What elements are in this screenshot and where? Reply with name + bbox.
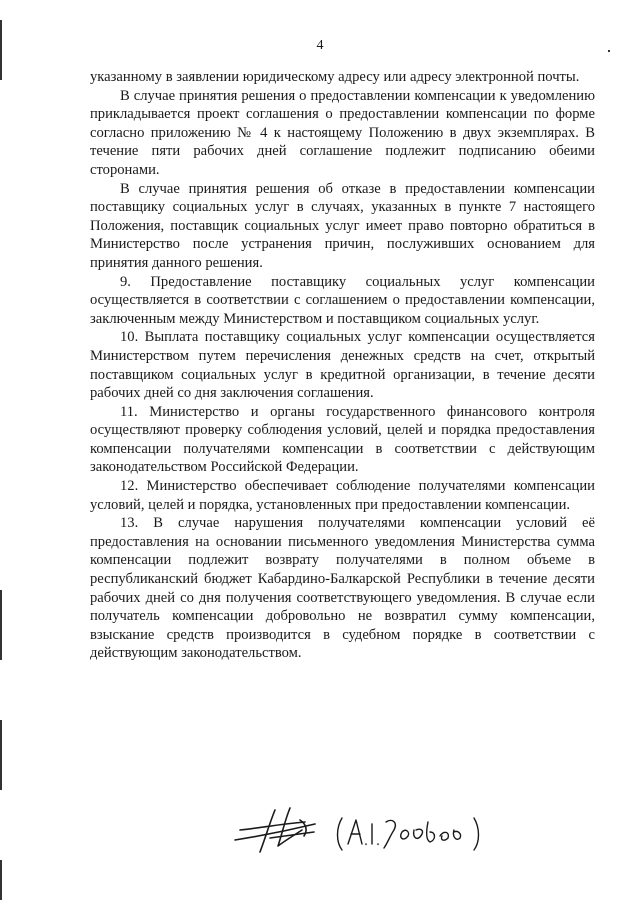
document-body (90, 68, 595, 663)
page-number: 4 (316, 38, 324, 53)
paragraph-10: 10. Выплата поставщику социальных услуг компенсации осуществляется Министерством путем перечисления денежных средств на счет, открытый поставщиком социальных услуг в кредитной организации, в течение десяти рабочих дней со дня заключения соглашения. (90, 329, 595, 402)
handwritten-signature (230, 800, 490, 860)
paragraph-11: 11. Министерство и органы государственного финансового контроля осуществляют проверку соблюдения условий, целей и порядка предоставления компенсации получателями компенсации в соответствии с действующим законодательством Российской Федерации. (90, 403, 595, 476)
paragraph-refusal: В случае принятия решения об отказе в предоставлении компенсации поставщику социальных услуг в случаях, указанных в пункте 7 настоящего Положения, поставщик социальных услуг имеет право повторно обратиться в Министерство после устранения причин, послуживших основанием для принятия данного решения. (90, 180, 595, 271)
paragraph-agreement: В случае принятия решения о предоставлении компенсации к уведомлению прикладывается проект соглашения о предоставлении компенсации по форме согласно приложению № 4 к настоящему Положению в двух экземплярах. В течение пяти рабочих дней соглашение подлежит подписанию обеими сторонами. (90, 87, 595, 178)
paragraph-9: 9. Предоставление поставщику социальных услуг компенсации осуществляется в соответствии с соглашением о предоставлении компенсации, заключенным между Министерством и поставщиком социальных услуг. (90, 273, 595, 327)
scan-edge-mark (0, 860, 2, 900)
scan-edge-mark (0, 590, 2, 660)
signature-block (230, 800, 490, 860)
paragraph-13: 13. В случае нарушения получателями компенсации условий её предоставления на основании письменного уведомления Министерства сумма компенсации подлежит возврату получателями в полном объеме в республиканский бюджет Кабардино-Балкарской Республики в течение десяти рабочих дней со дня получения соответствующего уведомления. В случае если получатель компенсации добровольно не возвратил сумму компенсации, взыскание средств производится в судебном порядке в соответствии с действующим законодательством. (90, 515, 595, 662)
paragraph-12: 12. Министерство обеспечивает соблюдение получателями компенсации условий, целей и порядка, установленных при предоставлении компенсации. (90, 478, 595, 513)
scan-edge-mark (0, 720, 2, 790)
paragraph-continuation: указанному в заявлении юридическому адресу или адресу электронной почты. (90, 69, 580, 85)
